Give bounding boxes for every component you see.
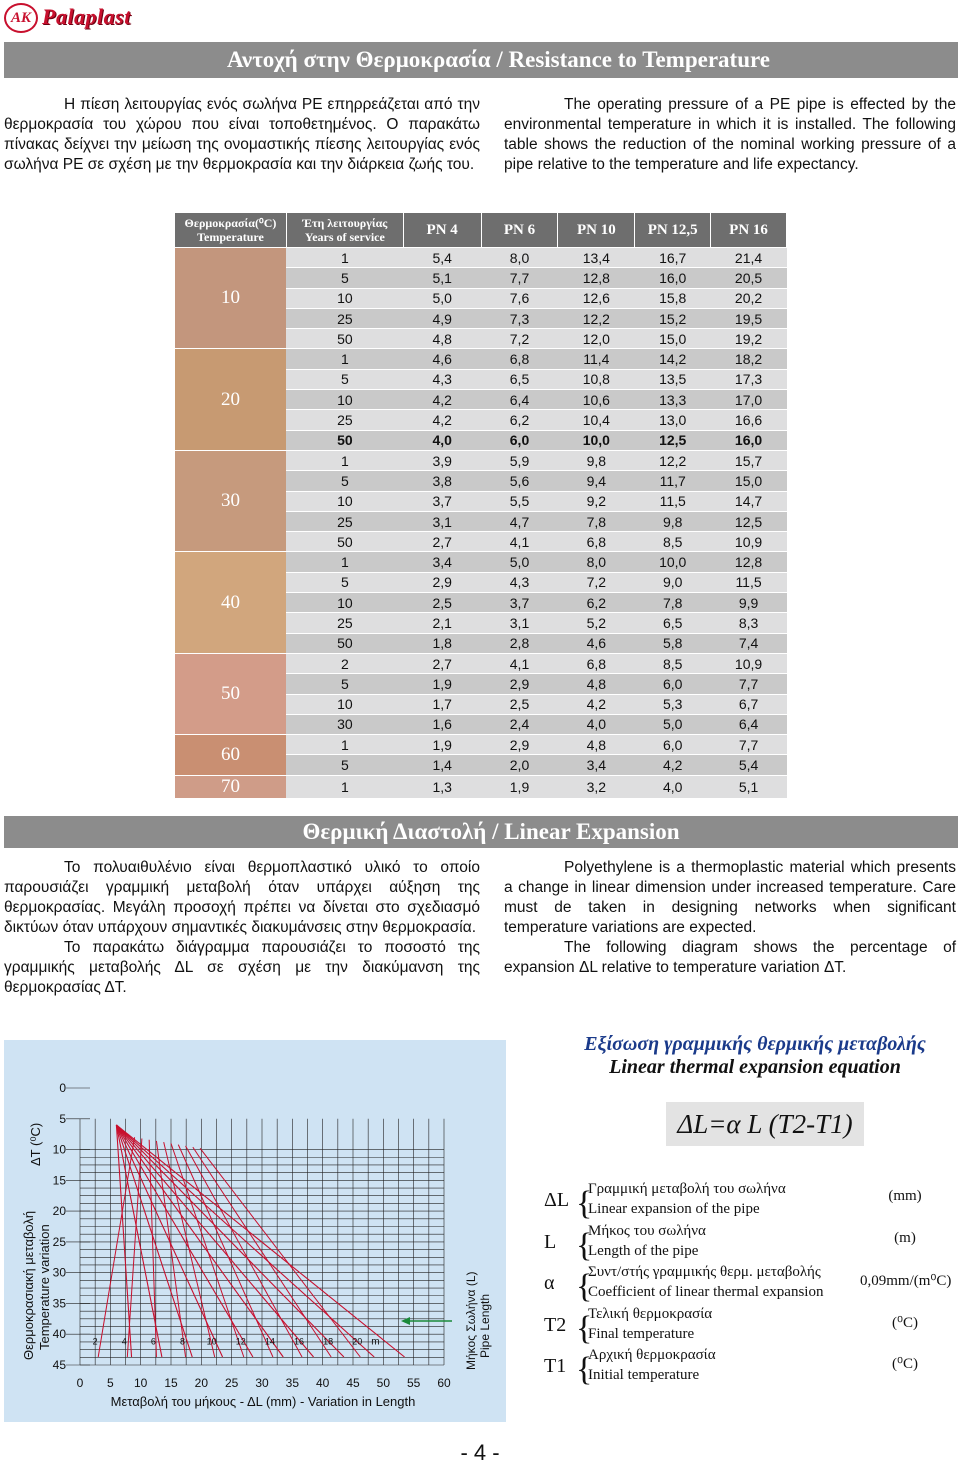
pressure-cell: 7,2: [481, 329, 558, 349]
pressure-cell: 3,7: [403, 491, 481, 511]
brace-icon: {: [576, 1351, 593, 1388]
pressure-cell: 2,7: [403, 532, 481, 552]
legend-en: Final temperature: [588, 1326, 695, 1342]
english-expansion-p1: Polyethylene is a thermoplastic material which presents a change in linear dimension under increased temperature. Care must de taken in designing networks when significant temperature variations are expected.: [504, 859, 956, 936]
pressure-cell: 11,5: [711, 572, 787, 592]
legend-en: Initial temperature: [588, 1367, 700, 1383]
pressure-cell: 5,1: [403, 268, 481, 288]
pipe-length-label: 18: [323, 1336, 334, 1347]
pipe-length-label: 10: [206, 1336, 217, 1347]
y-tick-label: 15: [52, 1173, 66, 1188]
years-cell: 10: [286, 694, 403, 714]
temperature-cell: 60: [175, 735, 287, 776]
x-tick-label: 25: [224, 1376, 239, 1390]
brace-icon: {: [576, 1227, 593, 1264]
pipe-length-label: 20: [352, 1336, 363, 1347]
pipe-length-label: 6: [150, 1336, 156, 1347]
y-axis-label-en: Temperature variation: [37, 1224, 52, 1350]
pipe-length-label: 2: [92, 1336, 98, 1347]
years-cell: 5: [286, 471, 403, 491]
years-cell: 25: [286, 410, 403, 430]
header-temperature: [175, 213, 287, 248]
pressure-cell: 16,0: [635, 268, 711, 288]
series-line: [178, 1145, 273, 1357]
pressure-cell: 7,7: [481, 268, 558, 288]
pressure-cell: 19,5: [711, 308, 787, 328]
pressure-cell: 9,8: [635, 511, 711, 531]
pressure-cell: 11,4: [558, 349, 635, 369]
pressure-cell: 10,9: [711, 532, 787, 552]
pressure-cell: 3,4: [403, 552, 481, 572]
y-tick-label: 40: [52, 1327, 66, 1342]
pipe-length-unit: m: [371, 1336, 380, 1348]
series-line: [186, 1146, 305, 1357]
temperature-cell: 20: [175, 349, 287, 450]
section-title-temperature: Αντοχή στην Θερμοκρασία / Resistance to Temperature: [4, 42, 958, 78]
pressure-cell: 20,2: [711, 288, 787, 308]
pressure-cell: 2,5: [481, 694, 558, 714]
pressure-cell: 5,0: [635, 714, 711, 734]
pressure-cell: 13,3: [635, 390, 711, 410]
pressure-cell: 12,8: [711, 552, 787, 572]
table-row: [175, 775, 787, 798]
pressure-cell: 10,0: [558, 430, 635, 450]
pressure-cell: 4,2: [558, 694, 635, 714]
pipe-length-label: 14: [264, 1336, 275, 1347]
pressure-cell: 4,8: [403, 329, 481, 349]
pipe-length-label: 8: [180, 1336, 186, 1347]
pressure-cell: 6,8: [558, 532, 635, 552]
legend-unit: (⁰C): [891, 1356, 918, 1372]
pressure-cell: 2,1: [403, 613, 481, 633]
pressure-cell: 5,3: [635, 694, 711, 714]
pressure-cell: 12,8: [558, 268, 635, 288]
equation-formula: ΔL=α L (T2-T1): [666, 1102, 864, 1146]
pressure-cell: 9,4: [558, 471, 635, 491]
pressure-cell: 4,6: [558, 633, 635, 653]
pressure-cell: 5,4: [711, 755, 787, 775]
table-header-row: [175, 213, 787, 248]
pressure-cell: 3,9: [403, 450, 481, 470]
pressure-cell: 4,2: [403, 410, 481, 430]
pressure-cell: 2,9: [481, 674, 558, 694]
years-cell: 30: [286, 714, 403, 734]
pressure-cell: 6,0: [635, 674, 711, 694]
table-row: [175, 349, 787, 369]
pressure-cell: 4,8: [558, 674, 635, 694]
english-expansion-p2: The following diagram shows the percentage of expansion ΔL relative to temperature variation ΔT.: [504, 939, 956, 976]
pressure-cell: 12,2: [635, 450, 711, 470]
pressure-cell: 6,8: [481, 349, 558, 369]
header-pn12-5: PN 12,5: [635, 213, 711, 248]
pressure-cell: 2,7: [403, 653, 481, 673]
pressure-cell: 21,4: [711, 248, 787, 268]
pressure-cell: 4,2: [403, 390, 481, 410]
pressure-cell: 15,0: [635, 329, 711, 349]
table-row: [175, 653, 787, 673]
pressure-cell: 7,8: [558, 511, 635, 531]
pressure-cell: 3,7: [481, 593, 558, 613]
pressure-cell: 1,7: [403, 694, 481, 714]
series-line: [116, 1125, 313, 1357]
expansion-chart-svg: [4, 1040, 506, 1422]
equation-title-en: Linear thermal expansion equation: [609, 1056, 901, 1078]
legend-unit: (m): [894, 1230, 916, 1246]
pressure-cell: 7,4: [711, 633, 787, 653]
temperature-cell: 10: [175, 248, 287, 349]
pressure-cell: 12,5: [711, 511, 787, 531]
legend-gr: Τελική θερμοκρασία: [588, 1306, 713, 1322]
pressure-cell: 4,0: [558, 714, 635, 734]
pressure-cell: 12,5: [635, 430, 711, 450]
x-tick-label: 10: [133, 1376, 148, 1390]
pressure-cell: 6,5: [481, 369, 558, 389]
pressure-cell: 1,9: [481, 775, 558, 798]
table-row: [175, 735, 787, 755]
right-label-gr: Μήκος Σωλήνα (L): [464, 1271, 478, 1370]
pressure-cell: 10,9: [711, 653, 787, 673]
x-tick-label: 45: [346, 1376, 360, 1390]
y-axis-label-gr: Θερμοκρασιακή μεταβολή: [21, 1210, 36, 1360]
pressure-cell: 2,0: [481, 755, 558, 775]
legend-gr: Γραμμική μεταβολή του σωλήνα: [588, 1181, 786, 1197]
pressure-cell: 15,0: [711, 471, 787, 491]
series-line: [116, 1125, 404, 1357]
legend-en: Coefficient of linear thermal expansion: [588, 1284, 824, 1300]
pressure-cell: 13,4: [558, 248, 635, 268]
pressure-cell: 7,7: [711, 674, 787, 694]
temperature-cell: 40: [175, 552, 287, 653]
table-row: [175, 248, 787, 268]
years-cell: 10: [286, 593, 403, 613]
section-title-expansion: Θερμική Διαστολή / Linear Expansion: [4, 816, 958, 848]
series-line: [116, 1125, 344, 1357]
x-axis-label: Μεταβολή του μήκους - ΔL (mm) - Variation in Length: [110, 1394, 416, 1409]
years-cell: 1: [286, 450, 403, 470]
legend-gr: Αρχική θερμοκρασία: [588, 1347, 716, 1363]
pressure-cell: 6,4: [711, 714, 787, 734]
pressure-cell: 19,2: [711, 329, 787, 349]
y-tick-label: 45: [52, 1358, 66, 1372]
pressure-cell: 6,2: [481, 410, 558, 430]
x-tick-label: 50: [376, 1376, 391, 1390]
pressure-cell: 5,9: [481, 450, 558, 470]
pressure-cell: 8,5: [635, 532, 711, 552]
pressure-cell: 11,7: [635, 471, 711, 491]
pressure-cell: 7,3: [481, 308, 558, 328]
legend-gr: Συντ/στής γραμμικής θερμ. μεταβολής: [588, 1264, 821, 1280]
years-cell: 2: [286, 653, 403, 673]
pressure-cell: 4,1: [481, 532, 558, 552]
pressure-cell: 6,2: [558, 593, 635, 613]
y-tick-label: 35: [52, 1296, 66, 1311]
pressure-cell: 4,9: [403, 308, 481, 328]
header-pn10: PN 10: [558, 213, 635, 248]
header-pn16: PN 16: [711, 213, 787, 248]
pressure-cell: 3,1: [403, 511, 481, 531]
pressure-cell: 5,2: [558, 613, 635, 633]
pressure-cell: 8,3: [711, 613, 787, 633]
pressure-cell: 6,8: [558, 653, 635, 673]
pressure-cell: 1,6: [403, 714, 481, 734]
series-line: [116, 1125, 283, 1357]
years-cell: 5: [286, 268, 403, 288]
header-pn6: PN 6: [481, 213, 558, 248]
brace-icon: {: [576, 1185, 593, 1222]
pressure-cell: 5,1: [711, 775, 787, 798]
pressure-cell: 7,7: [711, 735, 787, 755]
years-cell: 5: [286, 674, 403, 694]
x-tick-label: 20: [194, 1376, 209, 1390]
years-cell: 50: [286, 532, 403, 552]
greek-expansion-p1: Το πολυαιθυλένιο είναι θερμοπλαστικό υλικό το οποίο παρουσιάζει γραμμική μεταβολή όταν υπάρχει αύξηση της θερμοκρασίας. Μεγάλη προσοχή πρέπει να δίνεται στο σχεδιασμό δικτύων όταν υπάρχουν σημαντικές διακυμάνσεις στην θερμοκρασία.: [4, 859, 480, 936]
pressure-cell: 12,2: [558, 308, 635, 328]
pressure-cell: 13,0: [635, 410, 711, 430]
series-line: [127, 1138, 142, 1357]
x-tick-label: 55: [406, 1376, 421, 1390]
pressure-cell: 12,6: [558, 288, 635, 308]
pressure-cell: 2,9: [403, 572, 481, 592]
years-cell: 5: [286, 572, 403, 592]
pressure-cell: 2,5: [403, 593, 481, 613]
expansion-chart: [4, 1040, 506, 1422]
pressure-cell: 2,9: [481, 735, 558, 755]
pressure-cell: 13,5: [635, 369, 711, 389]
english-intro-text: [504, 95, 956, 175]
page-number: - 4 -: [460, 1440, 500, 1465]
pressure-cell: 3,4: [558, 755, 635, 775]
pressure-cell: 2,8: [481, 633, 558, 653]
pressure-cell: 15,8: [635, 288, 711, 308]
pressure-cell: 18,2: [711, 349, 787, 369]
pressure-cell: 6,4: [481, 390, 558, 410]
table-body: [175, 248, 787, 799]
years-cell: 1: [286, 552, 403, 572]
pressure-cell: 12,0: [558, 329, 635, 349]
equation-symbol: T1: [544, 1355, 567, 1377]
english-intro-paragraph: The operating pressure of a PE pipe is effected by the environmental temperature in which it is installed. The following table shows the reduction of the nominal working pressure of a pipe relative to the temperature and life expectancy.: [504, 96, 956, 173]
pressure-cell: 4,6: [403, 349, 481, 369]
pressure-cell: 4,3: [481, 572, 558, 592]
y-tick-label: 25: [52, 1234, 66, 1249]
legend-en: Linear expansion of the pipe: [588, 1201, 760, 1217]
english-expansion-text: [504, 858, 956, 978]
legend-unit: (⁰C): [891, 1315, 918, 1331]
pressure-cell: 9,2: [558, 491, 635, 511]
pressure-cell: 8,0: [481, 248, 558, 268]
pressure-cell: 6,7: [711, 694, 787, 714]
pressure-cell: 4,8: [558, 735, 635, 755]
legend-unit: 0,09mm/(m⁰C): [860, 1273, 952, 1289]
pressure-cell: 5,0: [403, 288, 481, 308]
legend-gr: Μήκος του σωλήνα: [588, 1223, 706, 1239]
logo-badge: AK: [4, 3, 38, 33]
brand-logo: [4, 3, 174, 33]
pressure-cell: 8,5: [635, 653, 711, 673]
brace-icon: {: [576, 1310, 593, 1347]
years-cell: 25: [286, 308, 403, 328]
x-tick-label: 5: [106, 1376, 114, 1390]
pressure-cell: 9,0: [635, 572, 711, 592]
pressure-cell: 4,3: [403, 369, 481, 389]
y-tick-label: 5: [59, 1111, 66, 1126]
x-tick-label: 60: [437, 1376, 451, 1390]
pressure-cell: 3,2: [558, 775, 635, 798]
years-cell: 50: [286, 329, 403, 349]
header-years-en: Years of service: [304, 230, 385, 244]
y-axis-unit: ΔT (⁰C): [28, 1122, 43, 1166]
pressure-cell: 4,0: [403, 430, 481, 450]
pressure-cell: 7,8: [635, 593, 711, 613]
x-tick-label: 15: [164, 1376, 178, 1390]
years-cell: 10: [286, 288, 403, 308]
header-years-gr: Έτη λειτουργίας: [302, 216, 388, 230]
pressure-cell: 7,6: [481, 288, 558, 308]
table-row: [175, 450, 787, 470]
pressure-cell: 5,6: [481, 471, 558, 491]
pressure-cell: 1,4: [403, 755, 481, 775]
pointer-arrow-icon: [401, 1317, 410, 1325]
header-temp-unit: (⁰C): [254, 216, 277, 230]
pressure-cell: 1,3: [403, 775, 481, 798]
table-row: [175, 552, 787, 572]
years-cell: 25: [286, 613, 403, 633]
years-cell: 25: [286, 511, 403, 531]
pressure-cell: 16,0: [711, 430, 787, 450]
pressure-cell: 4,7: [481, 511, 558, 531]
x-tick-label: 30: [255, 1376, 269, 1390]
series-line: [149, 1140, 156, 1357]
temperature-cell: 70: [175, 775, 287, 798]
pressure-cell: 5,0: [481, 552, 558, 572]
header-years: [286, 213, 403, 248]
temperature-cell: 50: [175, 653, 287, 734]
pressure-cell: 15,7: [711, 450, 787, 470]
years-cell: 1: [286, 775, 403, 798]
greek-intro-paragraph: Η πίεση λειτουργίας ενός σωλήνα PE επηρρεάζεται από την θερμοκρασία του χώρου που είναι τοποθετημένος. Ο παρακάτω πίνακας δείχνει την μείωση της ονομαστικής πίεσης λειτουργίας ενός σωλήνα PE σε σχέση με την θερμοκρασία και την διάρκεια ζωής του.: [4, 96, 480, 173]
years-cell: 10: [286, 390, 403, 410]
y-tick-label: 20: [52, 1204, 66, 1219]
brace-icon: {: [576, 1268, 593, 1305]
pressure-cell: 4,1: [481, 653, 558, 673]
equation-symbol: T2: [544, 1314, 567, 1336]
pressure-cell: 14,2: [635, 349, 711, 369]
y-tick-label: 30: [52, 1265, 66, 1280]
pressure-cell: 9,8: [558, 450, 635, 470]
header-pn4: PN 4: [403, 213, 481, 248]
y-tick-label: 0: [59, 1081, 66, 1095]
greek-expansion-p2: Το παρακάτω διάγραμμα παρουσιάζει το ποσοστό της γραμμικής μεταβολής ΔL σε σχέση με την διακύμανση της θερμοκρασίας ΔT.: [4, 939, 480, 996]
years-cell: 5: [286, 369, 403, 389]
greek-expansion-text: [4, 858, 480, 998]
right-label-en: Pipe Length: [478, 1293, 492, 1358]
pressure-cell: 16,6: [711, 410, 787, 430]
pressure-cell: 6,5: [635, 613, 711, 633]
pressure-cell: 1,8: [403, 633, 481, 653]
pressure-cell: 5,8: [635, 633, 711, 653]
header-temp-gr: Θερμοκρασία: [184, 216, 255, 230]
years-cell: 50: [286, 430, 403, 450]
pressure-cell: 1,9: [403, 674, 481, 694]
y-tick-label: 10: [52, 1142, 66, 1157]
pipe-length-label: 4: [121, 1336, 127, 1347]
pressure-cell: 16,7: [635, 248, 711, 268]
pressure-cell: 15,2: [635, 308, 711, 328]
greek-intro-text: [4, 95, 480, 175]
years-cell: 1: [286, 248, 403, 268]
pressure-cell: 17,3: [711, 369, 787, 389]
pressure-cell: 4,0: [635, 775, 711, 798]
pressure-cell: 10,6: [558, 390, 635, 410]
legend-unit: (mm): [888, 1188, 922, 1204]
pressure-cell: 3,8: [403, 471, 481, 491]
pressure-cell: 10,4: [558, 410, 635, 430]
equation-symbol: α: [544, 1272, 555, 1294]
pressure-cell: 3,1: [481, 613, 558, 633]
pressure-cell: 2,4: [481, 714, 558, 734]
pipe-length-label: 16: [293, 1336, 305, 1347]
pressure-cell: 11,5: [635, 491, 711, 511]
pressure-cell: 10,8: [558, 369, 635, 389]
years-cell: 50: [286, 633, 403, 653]
pressure-cell: 9,9: [711, 593, 787, 613]
pressure-cell: 4,2: [635, 755, 711, 775]
equation-symbol: ΔL: [544, 1189, 570, 1211]
equation-title-gr: Εξίσωση γραμμικής θερμικής μεταβολής: [584, 1033, 926, 1055]
legend-en: Length of the pipe: [588, 1243, 699, 1259]
header-temp-en: Temperature: [197, 230, 264, 244]
years-cell: 5: [286, 755, 403, 775]
pressure-cell: 6,0: [481, 430, 558, 450]
pressure-cell: 17,0: [711, 390, 787, 410]
pressure-cell: 20,5: [711, 268, 787, 288]
series-line: [200, 1148, 363, 1357]
pressure-cell: 7,2: [558, 572, 635, 592]
pressure-rating-table: [174, 212, 787, 799]
pressure-cell: 10,0: [635, 552, 711, 572]
temperature-cell: 30: [175, 450, 287, 551]
pressure-cell: 6,0: [635, 735, 711, 755]
pressure-cell: 1,9: [403, 735, 481, 755]
logo-text: Palaplast: [42, 4, 131, 29]
pipe-length-label: 12: [235, 1336, 246, 1347]
x-tick-label: 35: [285, 1376, 300, 1390]
x-tick-label: 40: [315, 1376, 330, 1390]
years-cell: 10: [286, 491, 403, 511]
x-tick-label: 0: [76, 1376, 84, 1390]
pressure-cell: 14,7: [711, 491, 787, 511]
years-cell: 1: [286, 349, 403, 369]
pressure-cell: 5,4: [403, 248, 481, 268]
pressure-cell: 5,5: [481, 491, 558, 511]
pressure-cell: 8,0: [558, 552, 635, 572]
equation-symbol: L: [544, 1231, 557, 1253]
years-cell: 1: [286, 735, 403, 755]
